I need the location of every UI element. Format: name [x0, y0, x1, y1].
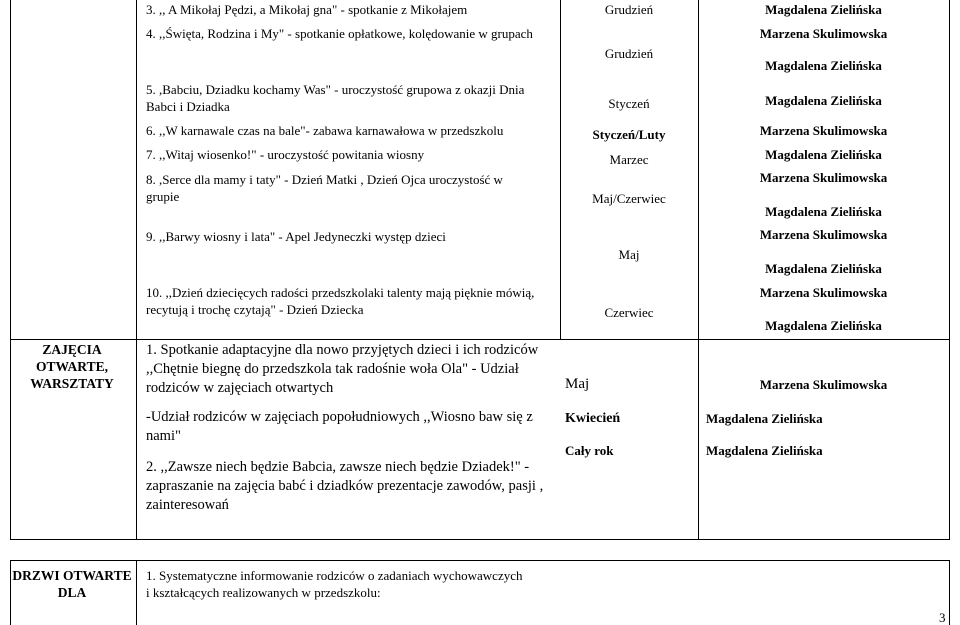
activity-3: 3. ,, A Mikołaj Pędzi, a Mikołaj gna" - spotkanie z Mikołajem [146, 2, 468, 17]
open-activity-2a: -Udział rodziców w zajęciach popołudniowych ,,Wiosno baw się z nami" [146, 409, 533, 444]
page-number: 3 [939, 610, 946, 625]
doors-table-right [949, 560, 950, 625]
table-right-border [949, 0, 950, 540]
teacher-10b: Magdalena Zielińska [765, 318, 882, 333]
section-separator-open [10, 339, 950, 340]
teacher-5: Magdalena Zielińska [765, 93, 882, 108]
open-teacher-2b: Magdalena Zielińska [706, 443, 823, 458]
doors-activity-1: 1. Systematyczne informowanie rodziców o zadaniach wychowawczych i kształcących realizowanych w przedszkolu: [146, 568, 523, 600]
month-8: Maj/Czerwiec [592, 191, 666, 206]
teacher-8b: Magdalena Zielińska [765, 204, 882, 219]
doors-table-left [10, 560, 11, 625]
activity-7: 7. ,,Witaj wiosenko!" - uroczystość powitania wiosny [146, 147, 425, 162]
month-3: Grudzień [604, 2, 654, 17]
teacher-9b: Magdalena Zielińska [765, 261, 882, 276]
open-teacher-1: Marzena Skulimowska [759, 377, 888, 392]
activity-5: 5. ,Babciu, Dziadku kochamy Was" - uroczystość grupowa z okazji Dnia Babci i Dziadka [146, 82, 525, 114]
section-label-doors: DRZWI OTWARTE DLA [12, 568, 132, 600]
table-left-border [10, 0, 11, 540]
month-10: Czerwiec [604, 305, 654, 320]
month-6: Styczeń/Luty [592, 127, 666, 142]
section-separator-bottom [10, 539, 950, 540]
teacher-8a: Marzena Skulimowska [759, 170, 888, 185]
teacher-7: Magdalena Zielińska [765, 147, 882, 162]
month-9: Maj [618, 247, 640, 262]
activity-9: 9. ,,Barwy wiosny i lata" - Apel Jedyneczki występ dzieci [146, 229, 446, 244]
activity-6: 6. ,,W karnawale czas na bale"- zabawa karnawałowa w przedszkolu [146, 123, 504, 138]
teacher-9a: Marzena Skulimowska [759, 227, 888, 242]
activity-4: 4. ,,Święta, Rodzina i My" - spotkanie opłatkowe, kolędowanie w grupach [146, 26, 533, 41]
open-month-2a: Kwiecień [565, 411, 621, 426]
month-5: Styczeń [608, 96, 650, 111]
open-month-2b: Cały rok [565, 443, 614, 458]
activity-8: 8. ,Serce dla mamy i taty" - Dzień Matki , Dzień Ojca uroczystość w grupie [146, 172, 503, 204]
teacher-3: Magdalena Zielińska [765, 2, 882, 17]
month-4: Grudzień [604, 46, 654, 61]
doors-label-divider [136, 560, 137, 625]
section-label-open: ZAJĘCIA OTWARTE, WARSZTATY [30, 342, 114, 391]
open-activity-1: 1. Spotkanie adaptacyjne dla nowo przyjętych dzieci i ich rodziców ,,Chętnie biegnę do przedszkola tak radośnie woła Ola" - Udział rodziców w zajęciach otwartych [146, 342, 539, 396]
open-teacher-2a: Magdalena Zielińska [706, 411, 823, 426]
month-7: Marzec [609, 152, 649, 167]
teacher-4b: Magdalena Zielińska [765, 58, 882, 73]
open-month-1: Maj [565, 376, 590, 392]
doors-table-top [10, 560, 950, 561]
activity-10: 10. ,,Dzień dziecięcych radości przedszkolaki talenty mają pięknie mówią, recytują i trochę czytają" - Dzień Dziecka [146, 285, 535, 317]
open-activity-2b: 2. ,,Zawsze niech będzie Babcia, zawsze niech będzie Dziadek!" - zapraszanie na zajęcia babć i dziadków prezentacje zawodów, pasji , zainteresowań [146, 459, 544, 513]
teacher-10a: Marzena Skulimowska [759, 285, 888, 300]
label-column-divider [136, 0, 137, 540]
teacher-6: Marzena Skulimowska [759, 123, 888, 138]
teacher-4a: Marzena Skulimowska [759, 26, 888, 41]
